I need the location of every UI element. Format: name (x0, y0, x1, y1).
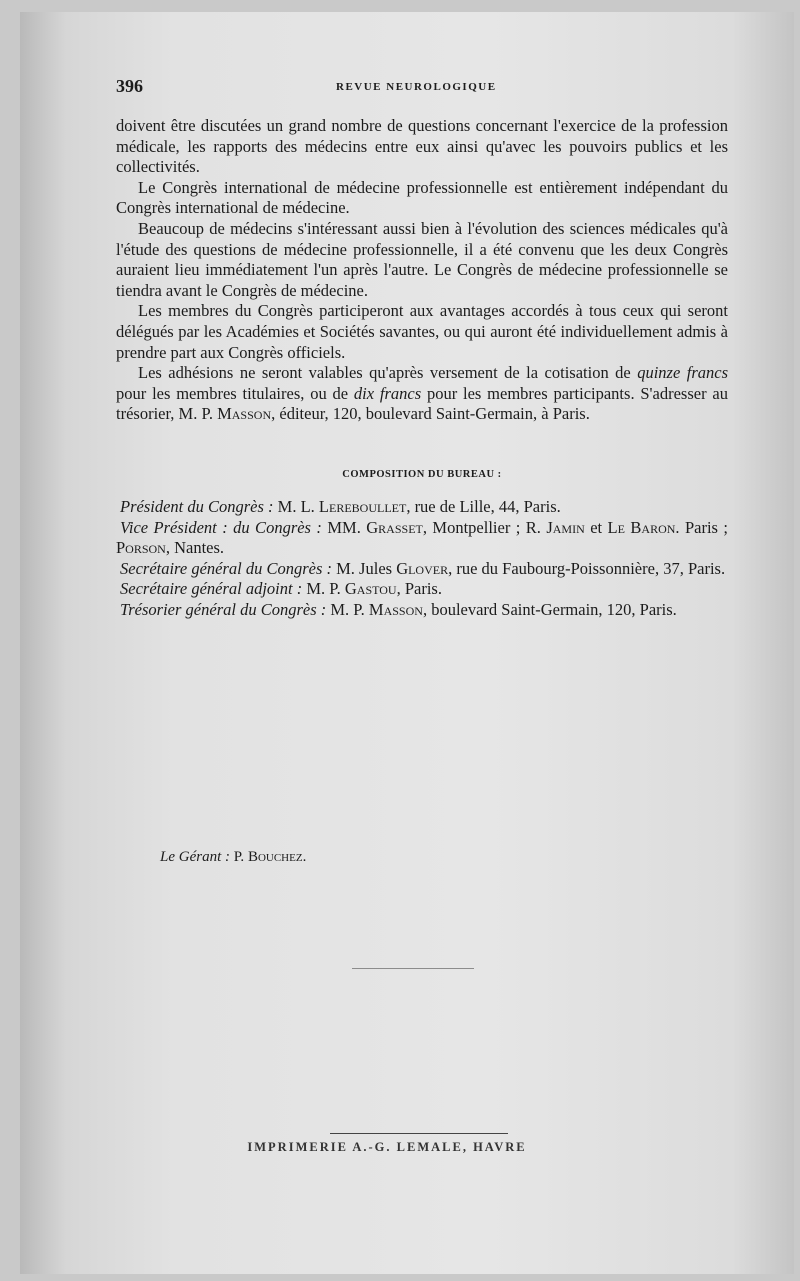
bureau-treasurer (116, 600, 728, 621)
role-label: Vice Président : du Congrès : (120, 517, 322, 537)
p5-fee-participants: dix francs (353, 383, 422, 403)
bureau-secretary-general (116, 559, 728, 580)
person-name: Glover (396, 558, 449, 578)
p5-text-e: pour les membres participants. S'adresser au trésorier, M. P. (116, 383, 728, 424)
person-name: Bouchez (247, 849, 303, 865)
p5-text-g: , éditeur, 120, boulevard Saint-Germain, à Paris. (271, 404, 590, 424)
person-name: Masson (368, 599, 423, 619)
footer-rule (330, 1133, 508, 1134)
bureau-deputy-secretary (116, 579, 728, 600)
paragraph-4: Les membres du Congrès participeront aux avantages accordés à tous ceux qui seront délégués par les Académies et Sociétés savantes, ou qui auront été individuellement admis à prendre part aux Congrès officiels. (116, 301, 728, 362)
person-name: Gastou (344, 579, 397, 599)
composition-heading: COMPOSITION DU BUREAU : (342, 469, 502, 480)
text-fragment: , boulevard Saint-Germain, 120, Paris. (422, 599, 677, 619)
text-fragment: . (302, 849, 307, 865)
divider-rule (352, 968, 474, 969)
role-label: Le Gérant : (160, 849, 230, 865)
role-label: Secrétaire général adjoint : (120, 579, 303, 599)
text-fragment: M. P. (302, 579, 345, 599)
printer-imprint: IMPRIMERIE A.-G. LEMALE, HAVRE (247, 1140, 527, 1154)
p5-text-a: Les adhésions ne seront valables qu'après versement de la cotisation de (138, 363, 638, 383)
page-header (116, 76, 728, 100)
text-fragment: M. P. (326, 599, 369, 619)
person-name: Jamin (546, 517, 585, 537)
role-label: Président du Congrès : (120, 497, 274, 516)
person-name: Porson (116, 538, 166, 558)
p5-text-c: pour les membres titulaires, ou de (116, 383, 354, 403)
text-fragment: , rue de Lille, 44, Paris. (406, 497, 561, 516)
paragraph-5 (116, 363, 728, 425)
text-fragment: P. (230, 849, 248, 865)
bureau-list (116, 497, 728, 621)
body-text (116, 116, 728, 425)
person-name: Lereboullet (318, 497, 407, 516)
text-fragment: MM. (321, 517, 367, 537)
gerant-signature (160, 849, 306, 866)
text-fragment: , Montpellier ; R. (422, 517, 547, 537)
text-fragment: M. Jules (332, 558, 397, 578)
running-title: REVUE NEUROLOGIQUE (336, 81, 497, 93)
role-label: Trésorier général du Congrès : (120, 599, 327, 619)
bureau-president (116, 497, 728, 518)
text-fragment: , rue du Faubourg-Poissonnière, 37, Paris. (448, 558, 726, 578)
role-label: Secrétaire général du Congrès : (120, 558, 333, 578)
p5-treasurer-name: Masson (217, 404, 272, 424)
text-fragment: , Nantes. (165, 538, 225, 558)
text-fragment: , Paris. (396, 579, 442, 599)
text-fragment: M. L. (273, 497, 319, 516)
page-number: 396 (116, 76, 143, 96)
person-name: Le Baron (607, 517, 676, 537)
person-name: Grasset (366, 517, 423, 537)
text-fragment: . Paris ; (675, 517, 728, 537)
bureau-vice-president (116, 518, 728, 559)
paragraph-3: Beaucoup de médecins s'intéressant aussi bien à l'évolution des sciences médicales qu'à l'étude des questions de médecine professionnelle, il a été convenu que les deux Congrès auraient lieu immédiatement l'un après l'autre. Le Congrès de médecine professionnelle se tiendra avant le Congrès de médecine. (116, 218, 728, 300)
paragraph-2: Le Congrès international de médecine professionnelle est entièrement indépendant du Congrès international de médecine. (116, 177, 728, 218)
text-fragment: et (584, 517, 608, 537)
p5-fee-titulaires: quinze francs (637, 363, 728, 383)
paragraph-1: doivent être discutées un grand nombre de questions concernant l'exercice de la profession médicale, les rapports des médecins entre eux ainsi qu'avec les pouvoirs publics et les collectivités. (116, 116, 728, 177)
